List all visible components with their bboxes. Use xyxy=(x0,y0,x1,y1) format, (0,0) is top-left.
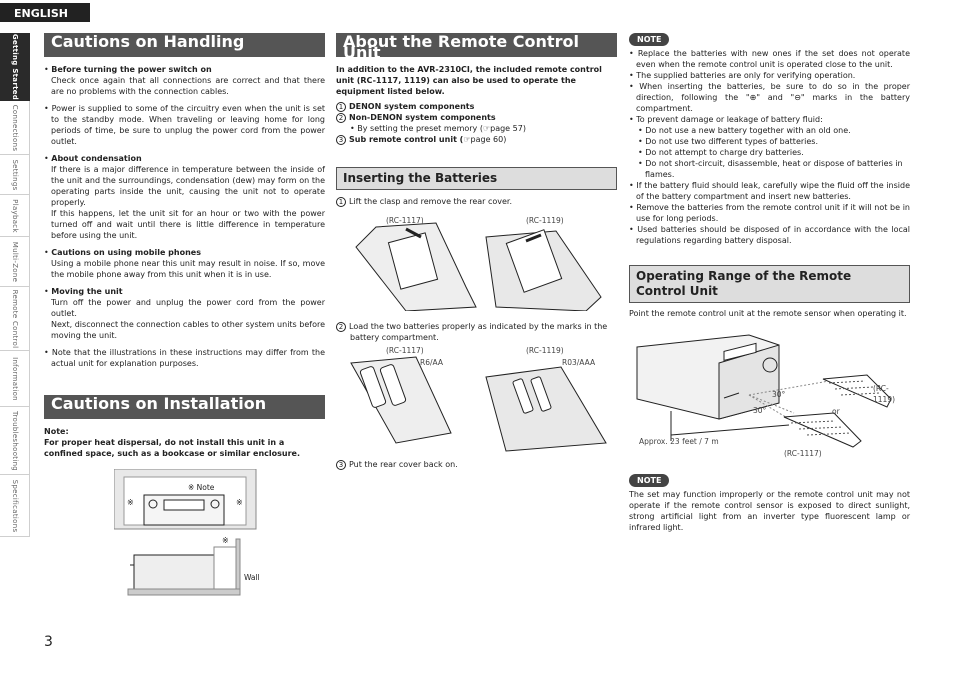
note1-item: • To prevent damage or leakage of battery fluid: xyxy=(629,115,823,124)
range-label-rc1119: (RC-1119) xyxy=(873,384,896,404)
handling-title: Cautions on Handling xyxy=(44,33,325,57)
step1-label-rc1119: (RC-1119) xyxy=(526,216,564,225)
side-tab-information[interactable]: Information xyxy=(0,351,30,407)
remote-item1: 1 DENON system components xyxy=(336,101,617,112)
note1-item: • The supplied batteries are only for verifying operation. xyxy=(629,71,856,80)
note1-subitem: • Do not use a new battery together with an old one. xyxy=(638,126,851,135)
note1-subitem: • Do not use two different types of batteries. xyxy=(638,137,819,146)
step1-illustration xyxy=(336,207,617,311)
side-tab-connections[interactable]: Connections xyxy=(0,101,30,155)
figure-mark-top: ※ xyxy=(222,536,229,545)
step2-label-rc1119: (RC-1119) xyxy=(526,346,564,355)
range-text: Point the remote control unit at the remote sensor when operating it. xyxy=(629,309,907,318)
note1-item: • Used batteries should be disposed of in accordance with the local regulations regarding battery disposal. xyxy=(629,225,911,245)
note1-item: • When inserting the batteries, be sure to do so in the proper direction, following the "⊕" and "⊖" marks in the battery compartment. xyxy=(629,82,910,113)
step1-label-rc1117: (RC-1117) xyxy=(386,216,424,225)
remote-item2-sub: • By setting the preset memory (☞page 57) xyxy=(350,124,526,133)
installation-note-label: Note: xyxy=(44,427,69,436)
note2-text: The set may function improperly or the remote control unit may not operate if the remote control sensor is exposed to direct sunlight, strong artificial light from an inverter type fluorescent lamp or infrared light. xyxy=(629,490,910,532)
illustration-item: • Note that the illustrations in these instructions may differ from the actual unit for explanation purposes. xyxy=(44,348,325,368)
remote-title: About the Remote Control Unit xyxy=(336,33,617,57)
range-label-rc1117: (RC-1117) xyxy=(784,449,822,458)
side-tab-playback[interactable]: Playback xyxy=(0,195,30,237)
moving-text2: Next, disconnect the connection cables to other system units before moving the unit. xyxy=(51,320,326,340)
range-figure xyxy=(629,323,910,473)
label-r03: R03/AAA xyxy=(562,358,596,367)
remote-item2: 2 Non-DENON system components xyxy=(336,112,617,123)
note1-subitem: • Do not attempt to charge dry batteries. xyxy=(638,148,804,157)
note1-item: • Replace the batteries with new ones if the set does not operate even when the remote control unit is operated close to the unit. xyxy=(629,49,910,69)
installation-title: Cautions on Installation xyxy=(44,395,325,419)
battery-step3: 3 Put the rear cover back on. xyxy=(336,459,617,470)
figure-mark-right: ※ xyxy=(236,498,243,507)
note1-subitem: • Do not short-circuit, disassemble, heat or dispose of batteries in flames. xyxy=(638,159,903,179)
column-handling xyxy=(44,33,325,599)
page-ref-icon: ☞ xyxy=(482,124,491,133)
step2-label-rc1117: (RC-1117) xyxy=(386,346,424,355)
power-switch-text: Check once again that all connections are correct and that there are no problems with the connection cables. xyxy=(51,76,325,96)
standby-item: • Power is supplied to some of the circuitry even when the unit is set to the standby mode. When traveling or leaving home for long periods of time, be sure to unplug the power cord from the power outlet. xyxy=(44,104,325,146)
condensation-text1: If there is a major difference in temperature between the inside of the unit and the surroundings, condensation (dew) may form on the operating parts inside the unit, causing the unit not to operate properly. xyxy=(51,165,325,207)
installation-note-text: For proper heat dispersal, do not install this unit in a confined space, such as a bookcase or similar enclosure. xyxy=(44,438,300,458)
figure-note-label: ※ Note xyxy=(188,483,215,492)
power-switch-item: • Before turning the power switch on xyxy=(44,65,212,74)
note1-list xyxy=(629,48,910,246)
page-ref-icon: ☞ xyxy=(463,135,471,144)
installation-illustration xyxy=(114,469,259,599)
range-title: Operating Range of the Remote Control Unit xyxy=(629,265,910,303)
remote-intro: In addition to the AVR-2310CI, the included remote control unit (RC-1117, 1119) can also be used to operate the equipment listed below. xyxy=(336,65,602,96)
figure-mark-left: ※ xyxy=(127,498,134,507)
side-tab-nav xyxy=(0,33,30,537)
remote-item3: 3 Sub remote control unit (☞page 60) xyxy=(336,134,617,145)
moving-text1: Turn off the power and unplug the power cord from the power outlet. xyxy=(51,298,325,318)
page-number: 3 xyxy=(44,634,53,650)
condensation-item: • About condensation xyxy=(44,154,142,163)
note-badge-2: NOTE xyxy=(629,474,669,487)
step2-figure xyxy=(336,343,617,455)
range-or-label: or xyxy=(832,407,840,416)
label-r6: R6/AA xyxy=(420,358,443,367)
condensation-text2: If this happens, let the unit sit for an hour or two with the power turned off and wait until there is little difference in temperature before using the unit. xyxy=(51,209,325,240)
side-tab-troubleshooting[interactable]: Troubleshooting xyxy=(0,407,30,475)
battery-step2: 2 Load the two batteries properly as indicated by the marks in the battery compartment. xyxy=(336,321,617,343)
side-tab-settings[interactable]: Settings xyxy=(0,155,30,195)
side-tab-specifications[interactable]: Specifications xyxy=(0,475,30,537)
battery-step1: 1 Lift the clasp and remove the rear cover. xyxy=(336,196,617,207)
step1-figure xyxy=(336,207,617,311)
side-tab-multi-zone[interactable]: Multi-Zone xyxy=(0,237,30,287)
range-angle-bottom: 30° xyxy=(753,406,767,415)
column-notes xyxy=(629,33,910,533)
note1-item: • If the battery fluid should leak, carefully wipe the fluid off the inside of the battery compartment and insert new batteries. xyxy=(629,181,910,201)
phones-item: • Cautions on using mobile phones xyxy=(44,248,201,257)
side-tab-getting-started[interactable]: Getting Started xyxy=(0,33,30,101)
language-tab: ENGLISH xyxy=(0,3,90,22)
column-remote xyxy=(336,33,617,470)
moving-item: • Moving the unit xyxy=(44,287,123,296)
side-tab-remote-control[interactable]: Remote Control xyxy=(0,287,30,351)
note1-item: • Remove the batteries from the remote control unit if it will not be in use for long periods. xyxy=(629,203,910,223)
note-badge-1: NOTE xyxy=(629,33,669,46)
batteries-title: Inserting the Batteries xyxy=(336,167,617,190)
range-angle-top: 30° xyxy=(772,390,786,399)
range-illustration xyxy=(629,323,910,473)
range-distance: Approx. 23 feet / 7 m xyxy=(639,437,719,446)
installation-figure xyxy=(114,469,259,599)
phones-text: Using a mobile phone near this unit may result in noise. If so, move the mobile phone away from this unit when it is in use. xyxy=(51,259,325,279)
wall-label: Wall xyxy=(244,573,260,582)
